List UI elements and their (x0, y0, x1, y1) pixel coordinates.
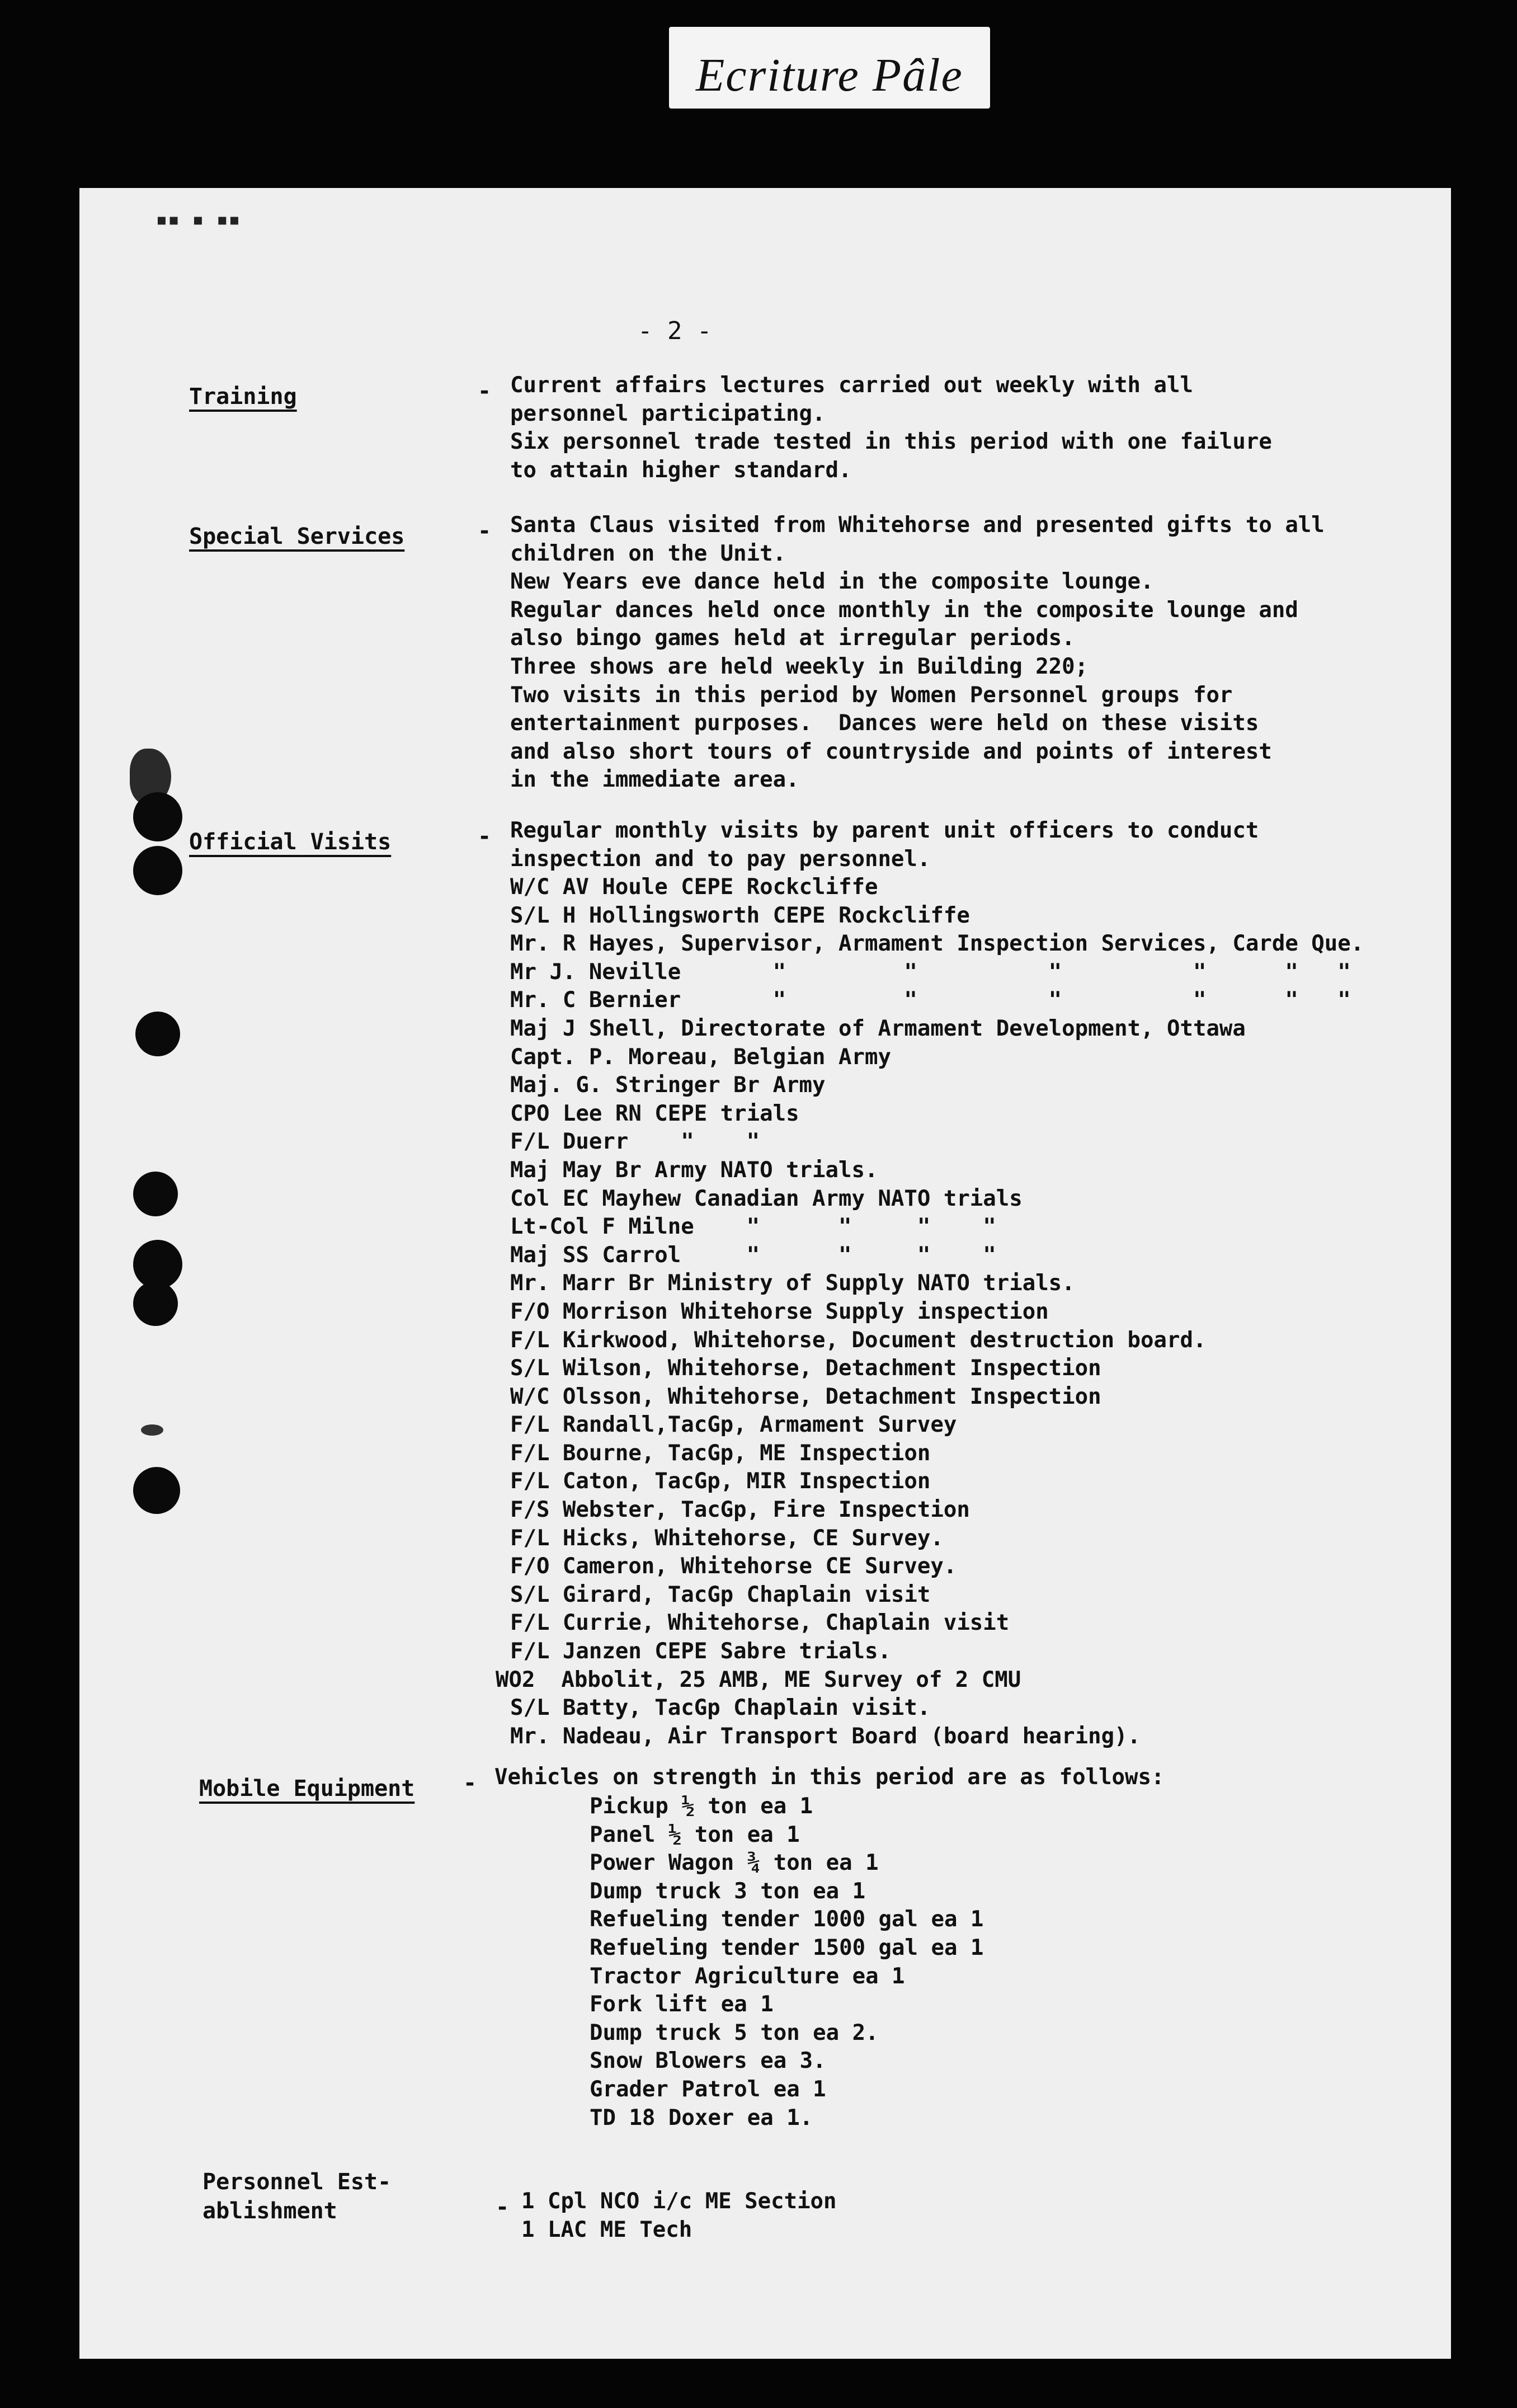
special-services-line: children on the Unit. (510, 540, 786, 566)
vehicle-entry: Power Wagon ¾ ton ea 1 (590, 1850, 879, 1876)
visitor-entry: S/L Wilson, Whitehorse, Detachment Inspection (510, 1356, 1101, 1381)
visitor-entry: Mr. Marr Br Ministry of Supply NATO trials. (510, 1271, 1075, 1296)
special-services-dash: - (478, 518, 492, 544)
visitor-entry: Mr J. Neville " " " " " " (510, 959, 1351, 985)
visitor-entry: F/O Cameron, Whitehorse CE Survey. (510, 1554, 957, 1579)
vehicle-entry: Grader Patrol ea 1 (590, 2076, 826, 2102)
official-visits-intro (510, 817, 1259, 873)
special-services-line: New Years eve dance held in the composite lounge. (510, 569, 1154, 595)
visitor-entry: F/L Bourne, TacGp, ME Inspection (510, 1440, 931, 1466)
visitor-entry: W/C Olsson, Whitehorse, Detachment Inspection (510, 1384, 1101, 1409)
visitor-entry: Maj SS Carrol " " " " (510, 1242, 996, 1268)
special-services-line: in the immediate area. (510, 767, 799, 793)
document-page (79, 188, 1451, 2359)
visitor-entry: Mr. Nadeau, Air Transport Board (board hearing). (510, 1723, 1141, 1749)
training-text (510, 371, 1272, 485)
mobile-equipment-label: Mobile Equipment (199, 1776, 415, 1802)
vehicle-entry: Snow Blowers ea 3. (590, 2048, 826, 2074)
official-visits-dash: - (478, 824, 492, 849)
special-services-line: Regular dances held once monthly in the composite lounge and (510, 597, 1298, 623)
visitor-entry: W/C AV Houle CEPE Rockcliffe (510, 874, 878, 900)
visitor-entry: Col EC Mayhew Canadian Army NATO trials (510, 1186, 1023, 1211)
vehicle-entry: TD 18 Doxer ea 1. (590, 2105, 813, 2130)
special-services-line: also bingo games held at irregular periods. (510, 625, 1075, 651)
visitor-entry: CPO Lee RN CEPE trials (510, 1100, 799, 1126)
visitor-entry: Lt-Col F Milne " " " " (510, 1214, 996, 1240)
official-visits-intro-line: inspection and to pay personnel. (510, 846, 931, 872)
mobile-equipment-intro: Vehicles on strength in this period are as follows: (494, 1765, 1165, 1790)
visitor-entry: Maj J Shell, Directorate of Armament Development, Ottawa (510, 1015, 1246, 1041)
binder-hole-4 (135, 1012, 180, 1056)
training-line: Six personnel trade tested in this period with one failure (510, 429, 1272, 455)
visitor-entry: S/L Batty, TacGp Chaplain visit. (510, 1695, 931, 1721)
visitor-entry: Maj May Br Army NATO trials. (510, 1157, 878, 1183)
visitor-entry: S/L H Hollingsworth CEPE Rockcliffe (510, 902, 970, 928)
personnel-establishment-dash: - (496, 2194, 510, 2220)
special-services-line: and also short tours of countryside and points of interest (510, 739, 1272, 764)
visitor-entry: F/L Duerr " " (510, 1129, 760, 1155)
special-services-line: Santa Claus visited from Whitehorse and presented gifts to all (510, 512, 1325, 538)
visitor-entry: Capt. P. Moreau, Belgian Army (510, 1044, 891, 1070)
visitor-entry: F/L Currie, Whitehorse, Chaplain visit (510, 1610, 1010, 1636)
special-services-label: Special Services (189, 524, 405, 549)
mobile-equipment-dash: - (463, 1770, 477, 1796)
special-services-line: Three shows are held weekly in Building 220; (510, 653, 1089, 679)
personnel-establishment-label: Personnel Est- ablishment (202, 2169, 392, 2224)
vehicle-entry: Refueling tender 1500 gal ea 1 (590, 1935, 984, 1960)
personnel-establishment-text (521, 2188, 837, 2244)
official-visits-label: Official Visits (189, 829, 392, 855)
vehicle-entry: Panel ½ ton ea 1 (590, 1822, 800, 1847)
visitor-entry: WO2 Abbolit, 25 AMB, ME Survey of 2 CMU (496, 1667, 1021, 1692)
corner-mark: ▪▪ ▪ ▪▪ (156, 208, 241, 231)
binder-hole-8 (141, 1424, 163, 1436)
official-visits-intro-line: Regular monthly visits by parent unit officers to conduct (510, 818, 1259, 843)
vehicle-list (590, 1793, 983, 2132)
tab-label-text: Ecriture Pâle (696, 49, 963, 101)
visitor-entry: F/L Hicks, Whitehorse, CE Survey. (510, 1525, 944, 1551)
vehicle-entry: Tractor Agriculture ea 1 (590, 1963, 905, 1989)
special-services-line: Two visits in this period by Women Personnel groups for (510, 682, 1233, 708)
personnel-line: 1 LAC ME Tech (521, 2217, 692, 2242)
visitor-entry: F/L Janzen CEPE Sabre trials. (510, 1639, 891, 1664)
visitor-entry: Mr. R Hayes, Supervisor, Armament Inspection Services, Carde Que. (510, 931, 1364, 957)
training-line: personnel participating. (510, 401, 826, 426)
training-line: to attain higher standard. (510, 457, 852, 483)
personnel-line: 1 Cpl NCO i/c ME Section (521, 2189, 837, 2214)
vehicle-entry: Dump truck 3 ton ea 1 (590, 1878, 866, 1904)
binder-hole-7 (133, 1281, 178, 1326)
special-services-line: entertainment purposes. Dances were held on these visits (510, 711, 1259, 736)
visitor-entry: F/L Kirkwood, Whitehorse, Document destruction board. (510, 1327, 1207, 1353)
binder-hole-9 (133, 1467, 180, 1514)
visitor-entry: F/O Morrison Whitehorse Supply inspection (510, 1299, 1049, 1324)
training-dash: - (478, 378, 492, 404)
page-number: - 2 - (638, 317, 712, 345)
vehicle-entry: Refueling tender 1000 gal ea 1 (590, 1907, 984, 1932)
special-services-text (510, 511, 1325, 794)
visitor-entry: F/L Caton, TacGp, MIR Inspection (510, 1469, 931, 1494)
vehicle-entry: Pickup ½ ton ea 1 (590, 1794, 813, 1819)
visitor-entry: F/L Randall,TacGp, Armament Survey (510, 1412, 957, 1438)
archive-tab-label (669, 27, 990, 109)
visitor-entry: S/L Girard, TacGp Chaplain visit (510, 1582, 931, 1607)
training-label: Training (189, 384, 297, 410)
visitor-entry: F/S Webster, TacGp, Fire Inspection (510, 1497, 970, 1523)
visitor-entry: Maj. G. Stringer Br Army (510, 1073, 826, 1098)
visitor-entry: Mr. C Bernier " " " " " " (510, 987, 1351, 1013)
training-line: Current affairs lectures carried out weekly with all (510, 373, 1193, 398)
visitor-list (496, 873, 1364, 1751)
binder-hole-5 (133, 1172, 178, 1216)
vehicle-entry: Fork lift ea 1 (590, 1992, 774, 2017)
vehicle-entry: Dump truck 5 ton ea 2. (590, 2020, 879, 2045)
binder-hole-2 (133, 792, 182, 841)
binder-hole-3 (133, 846, 182, 895)
